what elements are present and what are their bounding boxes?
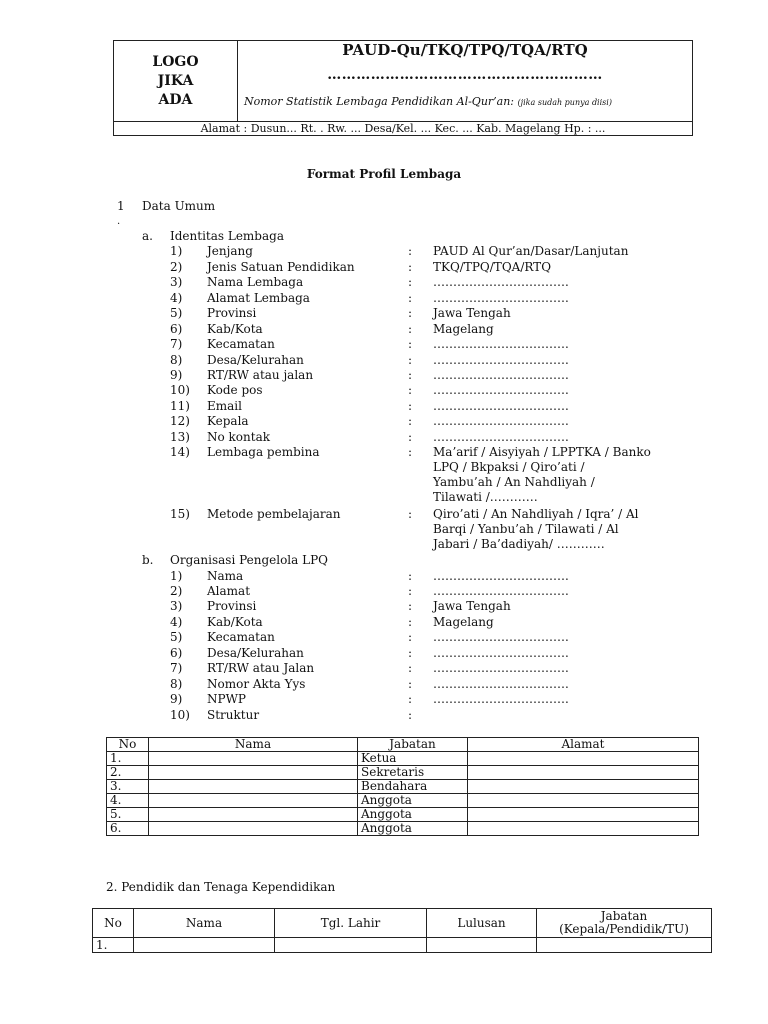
- item-colon: :: [408, 646, 413, 660]
- logo-placeholder: [114, 41, 238, 121]
- column-header: Tgl. Lahir: [275, 909, 427, 938]
- item-value: Ma’arif / Aisyiyah / LPPTKA / Banko LPQ / Bkpaksi / Qiro’ati / Yambu’ah / An Nahdliyah / Tilawati /…………: [433, 445, 651, 504]
- item-colon: :: [408, 630, 413, 644]
- item-label: Metode pembelajaran: [207, 507, 341, 521]
- table-cell: Anggota: [358, 794, 468, 808]
- table-cell: [149, 808, 358, 822]
- item-colon: :: [408, 260, 413, 274]
- item-value: Magelang: [433, 322, 494, 336]
- item-label: Kab/Kota: [207, 615, 263, 629]
- subsection-b-letter: b.: [142, 553, 154, 567]
- item-colon: :: [408, 322, 413, 336]
- item-label: Kecamatan: [207, 337, 275, 351]
- table-cell: Bendahara: [358, 780, 468, 794]
- item-value: …………………………….: [433, 630, 569, 644]
- item-label: Kab/Kota: [207, 322, 263, 336]
- column-header: Nama: [134, 909, 275, 938]
- table-cell: 2.: [107, 766, 149, 780]
- item-label: Provinsi: [207, 599, 257, 613]
- column-header: Alamat: [468, 738, 699, 752]
- table-cell: Anggota: [358, 822, 468, 836]
- item-value: Jawa Tengah: [433, 306, 511, 320]
- table-row: [107, 766, 699, 780]
- institution-name-blank: …………………………………………………: [327, 67, 603, 83]
- table-cell: 6.: [107, 822, 149, 836]
- subsection-a-letter: a.: [142, 229, 153, 243]
- item-number: 4): [170, 291, 183, 305]
- table-cell: [537, 938, 712, 953]
- item-value: …………………………….: [433, 399, 569, 413]
- table-cell: 3.: [107, 780, 149, 794]
- item-label: Alamat: [207, 584, 251, 598]
- item-label: Nama: [207, 569, 244, 583]
- item-label: RT/RW atau Jalan: [207, 661, 315, 675]
- item-value: …………………………….: [433, 677, 569, 691]
- table-cell: [468, 794, 699, 808]
- table-cell: 4.: [107, 794, 149, 808]
- item-number: 7): [170, 661, 183, 675]
- item-colon: :: [408, 306, 413, 320]
- item-value: …………………………….: [433, 569, 569, 583]
- item-number: 3): [170, 275, 183, 289]
- item-label: Desa/Kelurahan: [207, 353, 304, 367]
- section2-title: 2. Pendidik dan Tenaga Kependidikan: [106, 880, 336, 894]
- item-value: …………………………….: [433, 291, 569, 305]
- document-title: Format Profil Lembaga: [306, 167, 462, 181]
- item-number: 8): [170, 677, 183, 691]
- item-number: 5): [170, 306, 183, 320]
- item-label: Nomor Akta Yys: [207, 677, 306, 691]
- nsl-label: Nomor Statistik Lembaga Pendidikan Al-Qur’an:: [244, 95, 515, 108]
- item-label: RT/RW atau jalan: [207, 368, 314, 382]
- item-value: …………………………….: [433, 584, 569, 598]
- section1-title: Data Umum: [142, 199, 216, 213]
- item-value: …………………………….: [433, 661, 569, 675]
- item-number: 5): [170, 630, 183, 644]
- column-header: Jabatan: [358, 738, 468, 752]
- item-value: Magelang: [433, 615, 494, 629]
- subsection-b-title: Organisasi Pengelola LPQ: [170, 553, 328, 567]
- item-number: 15): [170, 507, 190, 521]
- item-number: 2): [170, 260, 183, 274]
- column-header: Lulusan: [427, 909, 537, 938]
- item-colon: :: [408, 569, 413, 583]
- item-label: Nama Lembaga: [207, 275, 304, 289]
- item-colon: :: [408, 291, 413, 305]
- item-value: …………………………….: [433, 353, 569, 367]
- item-colon: :: [408, 244, 413, 258]
- item-colon: :: [408, 584, 413, 598]
- table-cell: [149, 822, 358, 836]
- item-colon: :: [408, 445, 413, 459]
- address-line: Alamat : Dusun... Rt. . Rw. ... Desa/Kel. ... Kec. ... Kab. Magelang Hp. : ...: [114, 121, 692, 137]
- item-value: …………………………….: [433, 368, 569, 382]
- table-cell: [275, 938, 427, 953]
- item-number: 13): [170, 430, 190, 444]
- item-label: Kode pos: [207, 383, 263, 397]
- section1-number: 1: [117, 199, 125, 213]
- item-colon: :: [408, 383, 413, 397]
- item-label: No kontak: [207, 430, 271, 444]
- item-colon: :: [408, 661, 413, 675]
- table-cell: 1.: [93, 938, 134, 953]
- item-colon: :: [408, 615, 413, 629]
- pengurus-table: [106, 737, 699, 836]
- table-cell: 5.: [107, 808, 149, 822]
- table-row: [107, 794, 699, 808]
- item-number: 7): [170, 337, 183, 351]
- item-label: Struktur: [207, 708, 260, 722]
- item-value: …………………………….: [433, 692, 569, 706]
- item-value: …………………………….: [433, 337, 569, 351]
- table-row: [107, 752, 699, 766]
- table-cell: [468, 780, 699, 794]
- statistic-number-label: [244, 95, 612, 108]
- item-label: Kecamatan: [207, 630, 275, 644]
- item-label: Jenjang: [207, 244, 253, 258]
- table-cell: Sekretaris: [358, 766, 468, 780]
- table-row: [107, 808, 699, 822]
- item-colon: :: [408, 708, 413, 722]
- table-cell: [468, 752, 699, 766]
- column-header: No: [107, 738, 149, 752]
- table-cell: [149, 752, 358, 766]
- item-colon: :: [408, 337, 413, 351]
- table-row: [107, 780, 699, 794]
- table-cell: [149, 766, 358, 780]
- table-row: [93, 938, 712, 953]
- institution-type-title: PAUD-Qu/TKQ/TPQ/TQA/RTQ: [342, 41, 588, 59]
- item-number: 9): [170, 368, 183, 382]
- item-colon: :: [408, 507, 413, 521]
- item-value: …………………………….: [433, 430, 569, 444]
- item-label: Provinsi: [207, 306, 257, 320]
- item-number: 10): [170, 383, 190, 397]
- column-header: No: [93, 909, 134, 938]
- item-number: 4): [170, 615, 183, 629]
- item-label: NPWP: [207, 692, 246, 706]
- table-cell: [427, 938, 537, 953]
- table-cell: [134, 938, 275, 953]
- item-value: Qiro’ati / An Nahdliyah / Iqra’ / Al Barqi / Yanbu’ah / Tilawati / Al Jabari / Ba’dadiyah/ …………: [433, 507, 639, 551]
- item-value: …………………………….: [433, 275, 569, 289]
- pendidik-table: [92, 908, 712, 953]
- item-value: PAUD Al Qur’an/Dasar/Lanjutan: [433, 244, 629, 258]
- pengurus-table-header: [107, 738, 699, 752]
- item-number: 1): [170, 569, 183, 583]
- item-colon: :: [408, 599, 413, 613]
- item-label: Lembaga pembina: [207, 445, 320, 459]
- item-label: Alamat Lembaga: [207, 291, 310, 305]
- item-colon: :: [408, 275, 413, 289]
- item-number: 9): [170, 692, 183, 706]
- section1-number-dot: .: [117, 216, 121, 227]
- item-number: 10): [170, 708, 190, 722]
- item-number: 8): [170, 353, 183, 367]
- item-colon: :: [408, 692, 413, 706]
- item-colon: :: [408, 368, 413, 382]
- item-value: TKQ/TPQ/TQA/RTQ: [433, 260, 552, 274]
- item-number: 1): [170, 244, 183, 258]
- table-cell: [149, 794, 358, 808]
- item-number: 3): [170, 599, 183, 613]
- item-number: 6): [170, 322, 183, 336]
- item-colon: :: [408, 353, 413, 367]
- table-cell: Anggota: [358, 808, 468, 822]
- item-label: Kepala: [207, 414, 249, 428]
- logo-text: LOGO JIKA ADA: [152, 53, 199, 108]
- item-label: Email: [207, 399, 242, 413]
- item-number: 2): [170, 584, 183, 598]
- table-row: [107, 822, 699, 836]
- item-value: …………………………….: [433, 383, 569, 397]
- nsl-note: (jika sudah punya diisi): [517, 98, 612, 107]
- item-number: 14): [170, 445, 190, 459]
- table-cell: [468, 822, 699, 836]
- table-cell: [149, 780, 358, 794]
- pendidik-table-header: [93, 909, 712, 938]
- table-cell: Ketua: [358, 752, 468, 766]
- item-number: 11): [170, 399, 190, 413]
- letterhead-box: [113, 40, 693, 136]
- item-colon: :: [408, 677, 413, 691]
- item-label: Jenis Satuan Pendidikan: [207, 260, 355, 274]
- table-cell: [468, 766, 699, 780]
- item-number: 12): [170, 414, 190, 428]
- letterhead-info: [238, 41, 692, 121]
- table-cell: 1.: [107, 752, 149, 766]
- column-header: Nama: [149, 738, 358, 752]
- item-number: 6): [170, 646, 183, 660]
- item-colon: :: [408, 414, 413, 428]
- table-cell: [468, 808, 699, 822]
- item-colon: :: [408, 399, 413, 413]
- item-value: Jawa Tengah: [433, 599, 511, 613]
- item-label: Desa/Kelurahan: [207, 646, 304, 660]
- item-value: …………………………….: [433, 414, 569, 428]
- subsection-a-title: Identitas Lembaga: [170, 229, 284, 243]
- column-header: Jabatan (Kepala/Pendidik/TU): [537, 909, 712, 938]
- item-colon: :: [408, 430, 413, 444]
- item-value: …………………………….: [433, 646, 569, 660]
